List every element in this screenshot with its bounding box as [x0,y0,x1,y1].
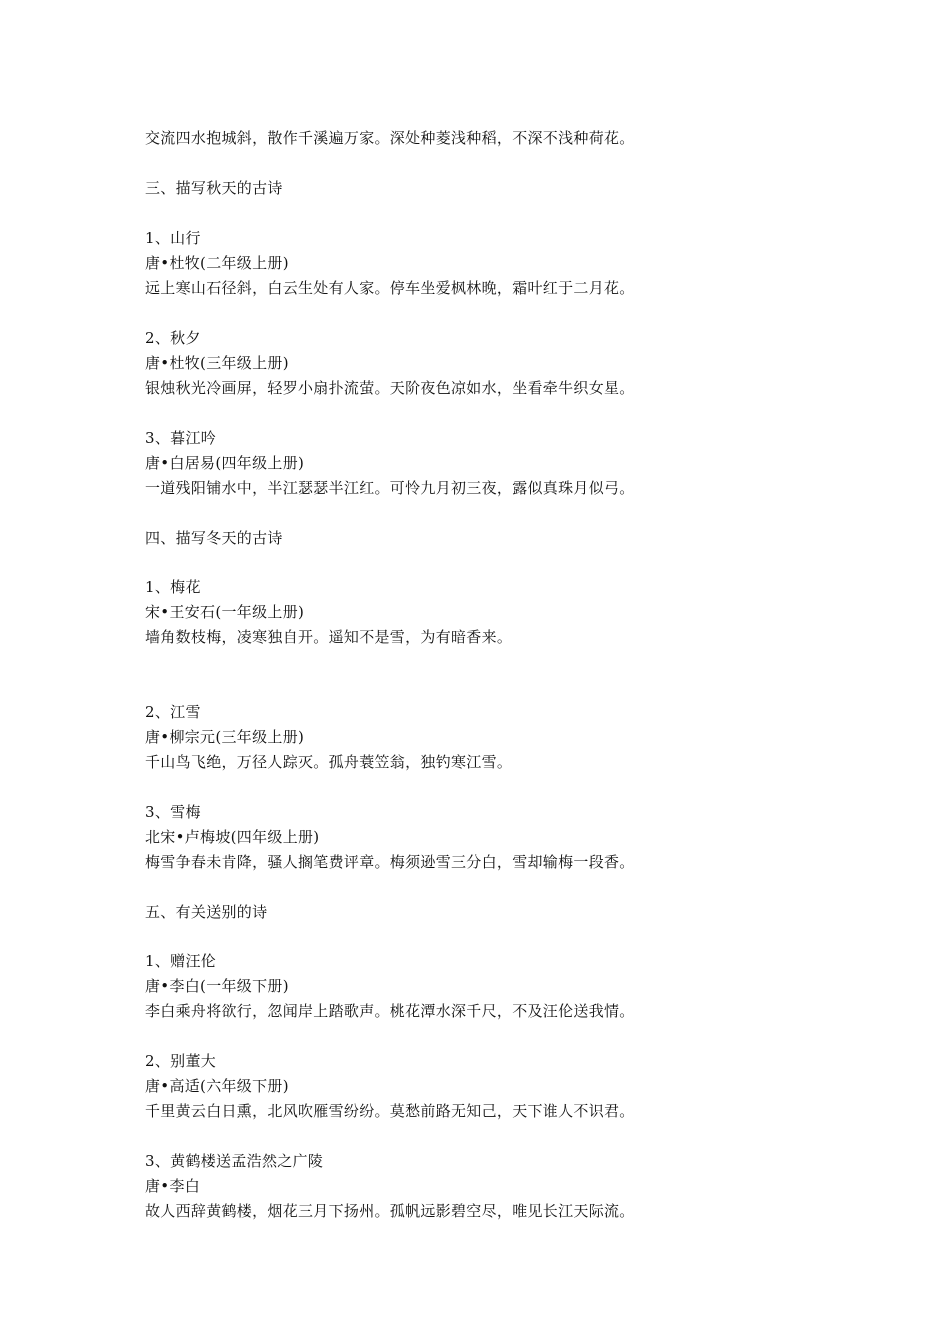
poem-text: 一道残阳铺水中，半江瑟瑟半江红。可怜九月初三夜，露似真珠月似弓。 [145,479,635,497]
poem-text: 故人西辞黄鹤楼，烟花三月下扬州。孤帆远影碧空尽，唯见长江天际流。 [145,1202,635,1220]
poem-title: 1、赠汪伦 [145,952,217,970]
poem-text: 墙角数枝梅，凌寒独自开。遥知不是雪，为有暗香来。 [145,628,513,646]
poem-author: 唐•李白 [145,1177,201,1195]
poem-author: 北宋•卢梅坡(四年级上册) [145,828,320,846]
poem-author: 宋•王安石(一年级上册) [145,603,305,621]
poem-title: 2、江雪 [145,703,201,721]
poem-text: 银烛秋光冷画屏，轻罗小扇扑流萤。天阶夜色凉如水，坐看牵牛织女星。 [145,379,635,397]
poem-title: 2、别董大 [145,1052,217,1070]
section-heading-autumn: 三、描写秋天的古诗 [145,179,283,197]
intro-poem-text: 交流四水抱城斜，散作千溪遍万家。深处种菱浅种稻，不深不浅种荷花。 [145,129,635,147]
poem-author: 唐•白居易(四年级上册) [145,454,305,472]
poem-title: 2、秋夕 [145,329,201,347]
poem-author: 唐•李白(一年级下册) [145,977,289,995]
poem-title: 3、黄鹤楼送孟浩然之广陵 [145,1152,324,1170]
poem-text: 梅雪争春未肯降，骚人搁笔费评章。梅须逊雪三分白，雪却输梅一段香。 [145,853,635,871]
poem-text: 李白乘舟将欲行，忽闻岸上踏歌声。桃花潭水深千尺，不及汪伦送我情。 [145,1002,635,1020]
poem-title: 1、梅花 [145,578,201,596]
poem-author: 唐•高适(六年级下册) [145,1077,289,1095]
poem-author: 唐•杜牧(二年级上册) [145,254,289,272]
section-heading-farewell: 五、有关送别的诗 [145,903,268,921]
poem-text: 千里黄云白日熏，北风吹雁雪纷纷。莫愁前路无知己，天下谁人不识君。 [145,1102,635,1120]
poem-author: 唐•杜牧(三年级上册) [145,354,289,372]
poem-title: 3、暮江吟 [145,429,217,447]
poem-text: 千山鸟飞绝，万径人踪灭。孤舟蓑笠翁，独钓寒江雪。 [145,753,513,771]
poem-text: 远上寒山石径斜，白云生处有人家。停车坐爱枫林晚，霜叶红于二月花。 [145,279,635,297]
poem-title: 1、山行 [145,229,201,247]
section-heading-winter: 四、描写冬天的古诗 [145,529,283,547]
poem-author: 唐•柳宗元(三年级上册) [145,728,305,746]
poem-title: 3、雪梅 [145,803,201,821]
